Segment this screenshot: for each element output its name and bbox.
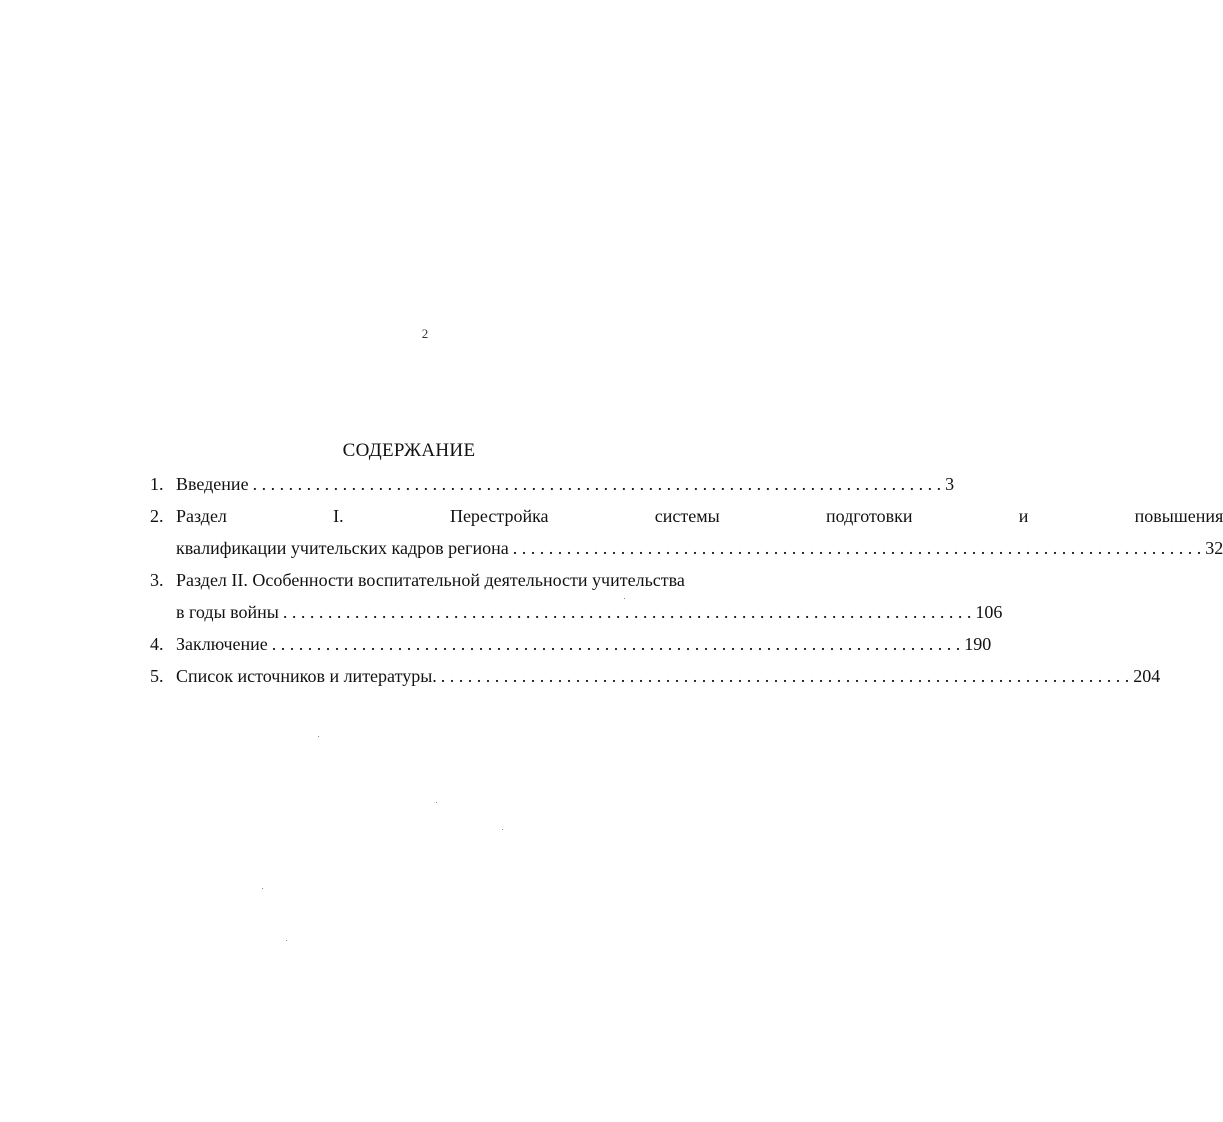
table-of-contents [150,440,1223,692]
toc-entry-line [176,532,1223,564]
toc-entry-section-1 [150,500,1223,564]
scan-speck [286,940,287,941]
toc-entry-conclusion [150,628,992,660]
toc-entry-number: 2. [150,506,164,526]
toc-entry-title-continued: в годы войны [176,602,279,622]
toc-entry-page: 3 [945,474,955,494]
toc-entry-line [176,500,1223,532]
toc-entry-number: 3. [150,570,164,590]
toc-entry-title: Раздел I. Перестройка системы подготовки и повышения [176,506,1223,526]
toc-entry-introduction [150,468,955,500]
toc-entry-page: 106 [975,602,1003,622]
toc-leader-dots [272,628,961,660]
toc-entry-body [176,564,1002,628]
toc-title-text: СОДЕРЖАНИЕ [342,440,476,461]
toc-entry-page: 32 [1205,538,1223,558]
toc-entry-number: 4. [150,634,164,654]
toc-leader-dots [253,468,942,500]
toc-entry-line [176,564,1002,596]
toc-entry-section-2 [150,564,1003,628]
toc-entry-title: Раздел II. Особенности воспитательной деятельности учительства [176,570,685,590]
toc-entry-body [176,628,991,660]
toc-entry-number: 5. [150,666,164,686]
toc-entry-body [176,468,954,500]
scan-speck [436,802,437,803]
toc-entry-line [176,468,954,500]
scan-speck [502,829,503,830]
toc-entry-page: 190 [964,634,992,654]
toc-entry-bibliography [150,660,1161,692]
toc-leader-dots [513,532,1202,564]
toc-entry-line [176,660,1160,692]
scan-speck [624,598,625,599]
toc-entry-title: Введение [176,474,249,494]
scan-speck [262,888,263,889]
page-number: 2 [421,326,429,341]
toc-title [150,440,706,462]
toc-entry-title-continued: квалификации учительских кадров региона [176,538,509,558]
toc-entry-body [176,500,1223,564]
toc-entry-line [176,596,1002,628]
toc-entry-line [176,628,991,660]
toc-entry-number: 1. [150,474,164,494]
scan-speck [318,736,319,737]
toc-leader-dots [441,660,1130,692]
toc-entry-page: 204 [1133,666,1161,686]
toc-leader-dots [283,596,972,628]
toc-entry-title: Список источников и литературы. [176,666,437,686]
toc-entry-title: Заключение [176,634,268,654]
toc-entry-body [176,660,1160,692]
